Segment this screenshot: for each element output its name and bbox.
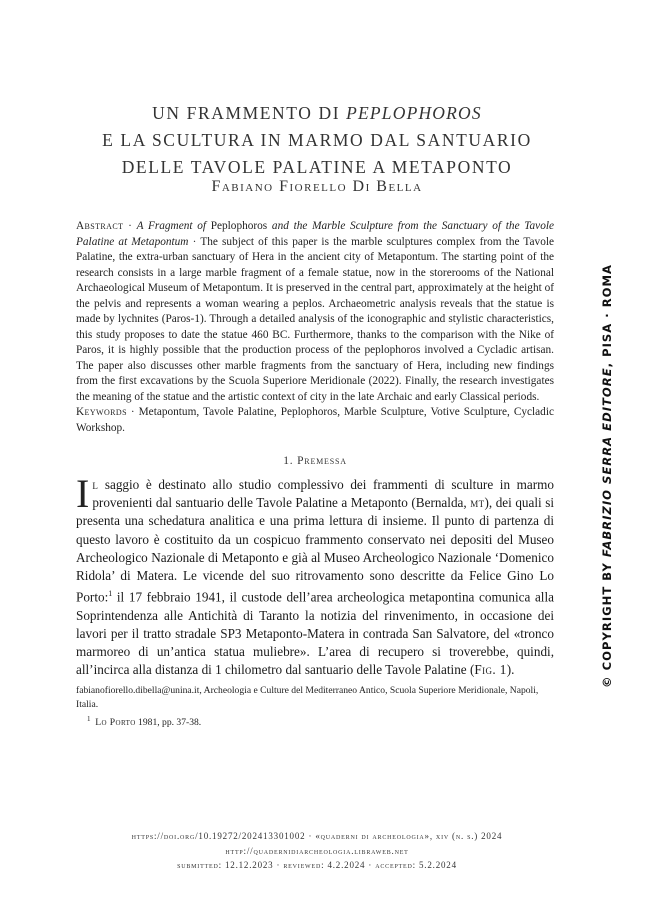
footer-dates-line: submitted: 12.12.2023 · reviewed: 4.2.2024 · accepted: 5.2.2024 [177,860,457,870]
section-heading [76,455,554,467]
footer-doi-line[interactable]: https://doi.org/10.19272/202413301002 · «quaderni di archeologia», xiv (n. s.) 2024 [131,831,503,841]
keywords-text: Metapontum, Tavole Palatine, Peplophoros, Marble Sculpture, Votive Sculpture, Cycladic Workshop. [76,406,554,434]
title-italic-term: PEPLOPHOROS [346,103,482,123]
author-affiliation: fabianofiorello.dibella@unina.it, Archeologia e Culture del Mediterraneo Antico, Scuola Superiore Meridionale, Napoli, Italia. [76,685,539,710]
body-text-part-3: il 17 febbraio 1941, il custode dell’area archeologica metapontina comunica alla Soprintendenza alle Antichità di Taranto la notizia del rinvenimento, in occasione dei lavori per il tratto stradale SP3 Metaponto-Matera in contrada San Salvatore, del «tronco marmoreo di un’antica statua muliebre». L’area di recupero si troverebbe, quindi, all’incirca alla distanza di 1 chilometro dal santuario delle Tavole Palatine ( [76,589,554,678]
abstract-label: Abstract [76,220,124,232]
body-text-end: ). [506,662,515,678]
footnote-1-marker: 1 [87,715,91,723]
section-number: 1. [283,455,294,467]
province-abbreviation: mt [470,495,485,511]
footnote-marker[interactable]: 1 [108,589,113,599]
body-text-part-1: saggio è destinato allo studio complessivo dei frammenti di sculture in marmo provenienti dal santuario delle Tavole Palatine a Metaponto (Bernalda, [92,477,554,511]
abstract-text: The subject of this paper is the marble sculptures complex from the Tavole Palatine, the extra-urban sanctuary of Hera in the ancient city of Metapontum. The starting point of the research consists in a large marble fragment of a female statue, now in the storerooms of the National Archaeological Museum of Metapontum. It is preserved in the central part, approximately at the height of the pelvis and represents a woman wearing a peplos. Archaeometric analysis reveals that the statue is made by lychnites (Paros-1). Through a detailed analysis of the iconographic and stylistic characteristics, this study proposes to date the statue 460 BC. Furthermore, thanks to the comparison with the Nike of Paros, it is highly possible that the production process of the peplophoros involved a Cycladic artisan. The paper also discusses other marble fragments from the sanctuary of Hera, including new findings from the first excavations by the Scuola Superiore Meridionale (2022). Finally, the research investigates the meaning of the statue and the artistic context of city in the late Archaic and early Classical periods. [76,235,554,403]
abstract-title-italic-1: A Fragment of [136,220,207,232]
abstract-title-plain: Peplophoros [206,220,272,232]
title-line-3: DELLE TAVOLE PALATINE A METAPONTO [121,157,513,177]
copyright-publisher: FABRIZIO SERRA EDITORE [600,367,614,558]
drop-cap: I [76,471,90,516]
abstract-title-italic-2: and the Marble Sculpture from the Sanctuary of the Tavole Palatine at Metapontum [76,220,554,248]
copyright-part-2: , PISA · ROMA [600,264,614,368]
body-text-part-2: ), dei quali si presenta una schedatura analitica e una prima lettura di insieme. Il punto di partenza di questo lavoro è costituito da un cospicuo frammento conservato nei depositi del Museo Archeologico Nazionale di Metaponto e già al Museo Archeologico Nazionale ‘Domenico Ridola’ di Matera. Le vicende del suo ritrovamento sono descritte da Felice Gino Lo Porto: [76,495,554,605]
abstract-separator-2: · [188,235,201,248]
title-line-1-text: UN FRAMMENTO DI [152,103,347,123]
keywords-separator: · [126,406,139,418]
article-title [60,100,574,181]
section-title: Premessa [297,455,347,467]
copyright-notice [596,216,618,688]
abstract-separator-1: · [123,220,137,232]
footer-url-line[interactable]: http://quadernidiarcheologia.libraweb.net [225,845,409,856]
footnote-1-author: Lo Porto [95,717,136,729]
body-paragraph [76,471,554,680]
first-word-rest: l [92,477,99,492]
author-name: Fabiano Fiorello Di Bella [211,178,423,195]
title-line-1 [60,100,574,127]
keywords [76,405,554,436]
title-line-2: E LA SCULTURA IN MARMO DAL SANTUARIO [102,130,532,150]
figure-reference[interactable]: Fig. 1 [474,662,507,678]
copyright-part-1: © COPYRIGHT BY [600,557,614,688]
footnote-1-text: 1981, pp. 37-38. [135,717,202,729]
footnote-area [76,684,554,730]
footnote-1 [76,713,554,730]
abstract [76,219,554,405]
keywords-label: Keywords [76,406,127,418]
copyright-sidebar [596,216,618,688]
page-footer [60,829,574,873]
